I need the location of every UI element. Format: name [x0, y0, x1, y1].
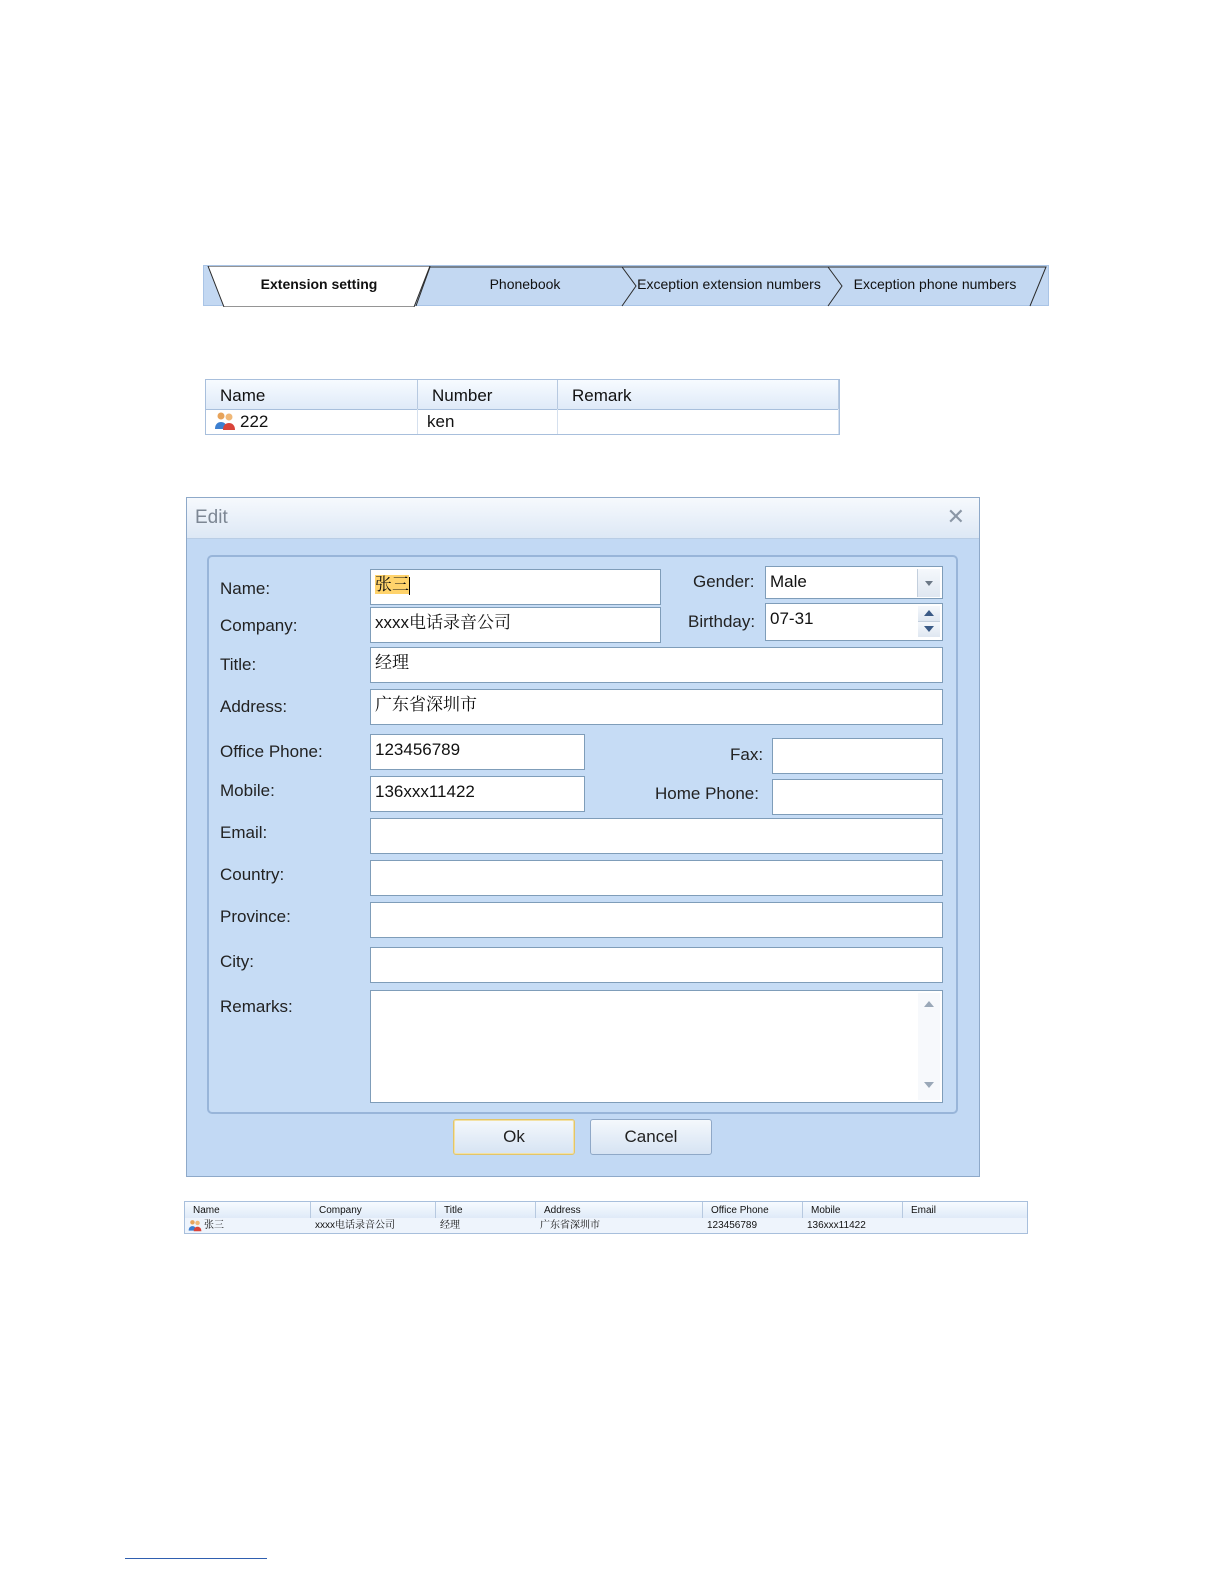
cell-mobile: 136xxx11422: [807, 1220, 866, 1231]
label-home-phone: Home Phone:: [655, 784, 759, 803]
form-panel: [207, 555, 958, 1114]
cell-office-phone: 123456789: [707, 1220, 758, 1231]
column-header-remark[interactable]: Remark: [558, 380, 839, 409]
cell-name: 222: [206, 409, 418, 434]
column-header-email[interactable]: Email: [911, 1205, 937, 1216]
tab-exception-extension-numbers[interactable]: Exception extension numbers: [637, 276, 821, 292]
label-office-phone: Office Phone:: [220, 742, 323, 761]
address-field[interactable]: 广东省深圳市: [370, 689, 943, 725]
company-field[interactable]: xxxx电话录音公司: [370, 607, 661, 643]
extension-grid: [205, 379, 840, 435]
column-header-office-phone[interactable]: Office Phone: [703, 1202, 803, 1218]
column-header-name[interactable]: Name: [185, 1202, 311, 1218]
label-province: Province:: [220, 907, 291, 926]
title-field[interactable]: 经理: [370, 647, 943, 683]
email-field[interactable]: [370, 818, 943, 854]
spin-down-icon[interactable]: [918, 622, 940, 637]
label-company: Company:: [220, 616, 298, 635]
chevron-down-icon[interactable]: [917, 569, 940, 597]
tab-phonebook[interactable]: Phonebook: [489, 276, 561, 292]
cell-title: 经理: [440, 1220, 460, 1231]
label-city: City:: [220, 952, 254, 971]
mobile-field[interactable]: 136xxx11422: [370, 776, 585, 812]
table-row[interactable]: [185, 1218, 1027, 1233]
gender-select[interactable]: Male: [765, 566, 943, 599]
column-header-number[interactable]: Number: [418, 380, 558, 409]
column-header-title[interactable]: Title: [436, 1202, 536, 1218]
spin-up-icon[interactable]: [918, 606, 940, 622]
remarks-scrollbar[interactable]: [918, 993, 940, 1100]
cell-email: [903, 1218, 1031, 1233]
scroll-down-icon[interactable]: [918, 1082, 940, 1092]
label-birthday: Birthday:: [688, 612, 756, 631]
dialog-titlebar: [187, 498, 979, 539]
label-title: Title:: [220, 655, 257, 674]
label-name: Name:: [220, 579, 271, 598]
cell-remark: [558, 409, 839, 434]
label-gender: Gender:: [693, 572, 755, 591]
cancel-button[interactable]: Cancel: [590, 1119, 712, 1155]
cell-number: ken: [418, 409, 558, 434]
label-remarks: Remarks:: [220, 997, 293, 1016]
column-header-company[interactable]: Company: [311, 1202, 436, 1218]
label-country: Country:: [220, 865, 285, 884]
country-field[interactable]: [370, 860, 943, 896]
column-header-address[interactable]: Address: [536, 1202, 703, 1218]
city-field[interactable]: [370, 947, 943, 983]
name-field[interactable]: 张三: [370, 569, 661, 605]
column-header-mobile[interactable]: Mobile: [803, 1202, 903, 1218]
label-fax: Fax:: [730, 745, 764, 764]
contact-icon: [188, 1219, 202, 1232]
home-phone-field[interactable]: [772, 779, 943, 815]
contact-icon: [214, 411, 236, 431]
province-field[interactable]: [370, 902, 943, 938]
tab-exception-phone-numbers[interactable]: Exception phone numbers: [853, 276, 1017, 292]
close-icon[interactable]: ✕: [946, 504, 965, 529]
grid-header: [185, 1202, 1027, 1219]
cell-address: 广东省深圳市: [540, 1220, 600, 1231]
office-phone-field[interactable]: 123456789: [370, 734, 585, 770]
edit-dialog: [186, 497, 980, 1177]
column-header-name[interactable]: Name: [206, 380, 418, 409]
tab-strip: [203, 265, 1049, 306]
birthday-spinner[interactable]: 07-31: [765, 603, 943, 641]
scroll-up-icon[interactable]: [918, 1001, 940, 1011]
label-address: Address:: [220, 697, 288, 716]
label-mobile: Mobile:: [220, 781, 275, 800]
table-row[interactable]: [206, 409, 839, 434]
tab-extension-setting[interactable]: Extension setting: [260, 276, 378, 292]
grid-header: [206, 380, 839, 410]
phonebook-grid: [184, 1201, 1028, 1234]
footnote-divider: [125, 1558, 267, 1559]
cell-name: 张三: [185, 1218, 315, 1233]
label-email: Email:: [220, 823, 268, 842]
ok-button[interactable]: Ok: [453, 1119, 575, 1155]
remarks-textarea[interactable]: [370, 990, 943, 1103]
dialog-title: Edit: [195, 507, 228, 528]
fax-field[interactable]: [772, 738, 943, 774]
cell-company: xxxx电话录音公司: [315, 1220, 395, 1231]
